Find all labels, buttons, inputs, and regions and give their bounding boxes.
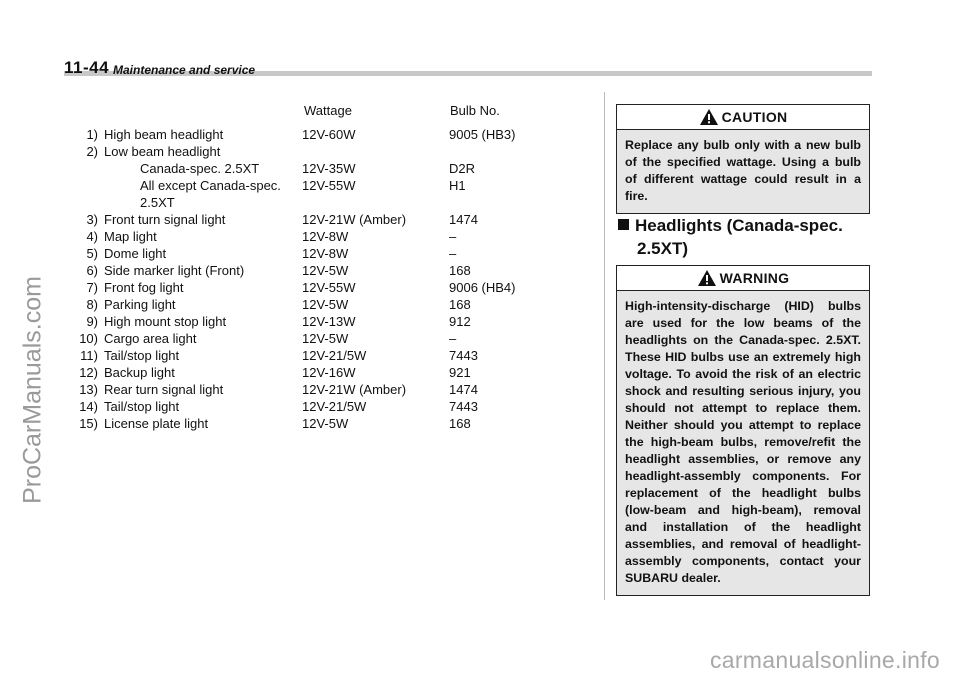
lamp-name: License plate light: [104, 416, 209, 431]
bulb-number: 168: [449, 263, 471, 278]
wattage-value: 12V-21W (Amber): [302, 382, 407, 397]
bulb-number: –: [449, 246, 457, 261]
lamp-name: Cargo area light: [104, 331, 197, 346]
row-number: 5): [86, 246, 98, 261]
subsection-heading-line1: Headlights (Canada-spec.: [635, 216, 843, 235]
bulb-number: –: [449, 331, 457, 346]
row-number: 12): [79, 365, 98, 380]
row-number: 7): [86, 280, 98, 295]
table-row: [60, 381, 540, 398]
lamp-name: Front turn signal light: [104, 212, 226, 227]
wattage-value: 12V-60W: [302, 127, 356, 142]
table-row: [60, 398, 540, 415]
lamp-name: Parking light: [104, 297, 176, 312]
bulb-number: 921: [449, 365, 471, 380]
table-row: [60, 415, 540, 432]
bulb-number: 168: [449, 297, 471, 312]
lamp-name: Front fog light: [104, 280, 184, 295]
column-divider: [604, 92, 605, 600]
wattage-value: 12V-55W: [302, 280, 356, 295]
row-number: 10): [79, 331, 98, 346]
lamp-name: Canada-spec. 2.5XT: [140, 161, 260, 176]
wattage-value: 12V-8W: [302, 229, 349, 244]
bulb-number: 9005 (HB3): [449, 127, 516, 142]
table-row: [60, 364, 540, 381]
wattage-value: 12V-8W: [302, 246, 349, 261]
row-number: 3): [86, 212, 98, 227]
row-number: 8): [86, 297, 98, 312]
warning-label: WARNING: [719, 270, 790, 286]
bulb-number: D2R: [449, 161, 476, 176]
bulb-number: –: [449, 229, 457, 244]
row-number: 2): [86, 144, 98, 159]
row-number: 1): [86, 127, 98, 142]
table-row: [60, 296, 540, 313]
bulb-number: 7443: [449, 348, 478, 363]
lamp-name: Side marker light (Front): [104, 263, 245, 278]
table-row: [60, 211, 540, 228]
warning-box: [616, 265, 870, 596]
subsection-heading-line2: 2.5XT): [637, 239, 689, 258]
lamp-name: Rear turn signal light: [104, 382, 224, 397]
table-row: [60, 245, 540, 262]
table-row: [60, 228, 540, 245]
row-number: 6): [86, 263, 98, 278]
table-header-row: [60, 102, 540, 126]
wattage-value: 12V-5W: [302, 331, 349, 346]
warning-triangle-icon: [699, 108, 719, 126]
caution-label: CAUTION: [721, 109, 788, 125]
subsection-heading: [618, 214, 868, 260]
wattage-value: 12V-5W: [302, 416, 349, 431]
lamp-name: High mount stop light: [104, 314, 227, 329]
table-body: [60, 126, 540, 432]
bulb-number: 7443: [449, 399, 478, 414]
wattage-value: 12V-16W: [302, 365, 356, 380]
table-row: [60, 347, 540, 364]
table-row: [60, 143, 540, 160]
lamp-name: Dome light: [104, 246, 167, 261]
row-number: 13): [79, 382, 98, 397]
wattage-value: 12V-21/5W: [302, 399, 367, 414]
bulb-number: 168: [449, 416, 471, 431]
table-row: [60, 126, 540, 143]
table-row: [60, 313, 540, 330]
table-row: [60, 330, 540, 347]
bulb-number-column-header: Bulb No.: [450, 103, 500, 118]
caution-box: [616, 104, 870, 214]
section-title: Maintenance and service: [113, 63, 256, 77]
lamp-name: Tail/stop light: [104, 399, 180, 414]
bulb-number: H1: [449, 178, 466, 193]
wattage-value: 12V-55W: [302, 178, 356, 193]
table-row: [60, 177, 540, 211]
lamp-name: All except Canada-spec. 2.5XT: [140, 178, 281, 210]
square-bullet-icon: [618, 219, 629, 230]
warning-triangle-icon: [697, 269, 717, 287]
side-watermark-text: ProCarManuals.com: [18, 276, 47, 504]
bulb-number: 9006 (HB4): [449, 280, 516, 295]
page-header: [64, 58, 872, 80]
lamp-name: Map light: [104, 229, 157, 244]
caution-text: Replace any bulb only with a new bulb of the specified wattage. Using a bulb of different wattage could result in a fire.: [617, 130, 869, 213]
lamp-name: Tail/stop light: [104, 348, 180, 363]
row-number: 4): [86, 229, 98, 244]
side-watermark: [18, 110, 48, 670]
caution-header: [617, 105, 869, 130]
warning-header: [617, 266, 869, 291]
wattage-value: 12V-5W: [302, 263, 349, 278]
lamp-name: Low beam headlight: [104, 144, 221, 159]
bulb-number: 1474: [449, 212, 478, 227]
warning-text: High-intensity-discharge (HID) bulbs are used for the low beams of the headlights on the Canada-spec. 2.5XT. These HID bulbs use an extremely high voltage. To avoid the risk of an electric shock and resulting serious injury, you should not attempt to replace them. Neither should you attempt to replace the high-beam bulbs, remove/refit the headlight assemblies, or remove any headlight-assembly components. For replacement of the headlight bulbs (low-beam and high-beam), removal and installation of the headlight assemblies, and removal of headlight-assembly components, contact your SUBARU dealer.: [617, 291, 869, 595]
bulb-table: [60, 102, 540, 432]
table-row: [60, 262, 540, 279]
lamp-name: Backup light: [104, 365, 175, 380]
row-number: 15): [79, 416, 98, 431]
bottom-watermark: carmanualsonline.info: [709, 647, 940, 673]
row-number: 11): [80, 348, 98, 363]
table-row: [60, 279, 540, 296]
wattage-value: 12V-13W: [302, 314, 356, 329]
page-number: 11-44: [64, 58, 110, 77]
table-row: [60, 160, 540, 177]
row-number: 14): [79, 399, 98, 414]
bulb-number: 912: [449, 314, 471, 329]
wattage-value: 12V-21W (Amber): [302, 212, 407, 227]
row-number: 9): [86, 314, 98, 329]
wattage-column-header: Wattage: [304, 103, 352, 118]
lamp-name: High beam headlight: [104, 127, 224, 142]
wattage-value: 12V-35W: [302, 161, 356, 176]
wattage-value: 12V-21/5W: [302, 348, 367, 363]
wattage-value: 12V-5W: [302, 297, 349, 312]
bulb-number: 1474: [449, 382, 478, 397]
